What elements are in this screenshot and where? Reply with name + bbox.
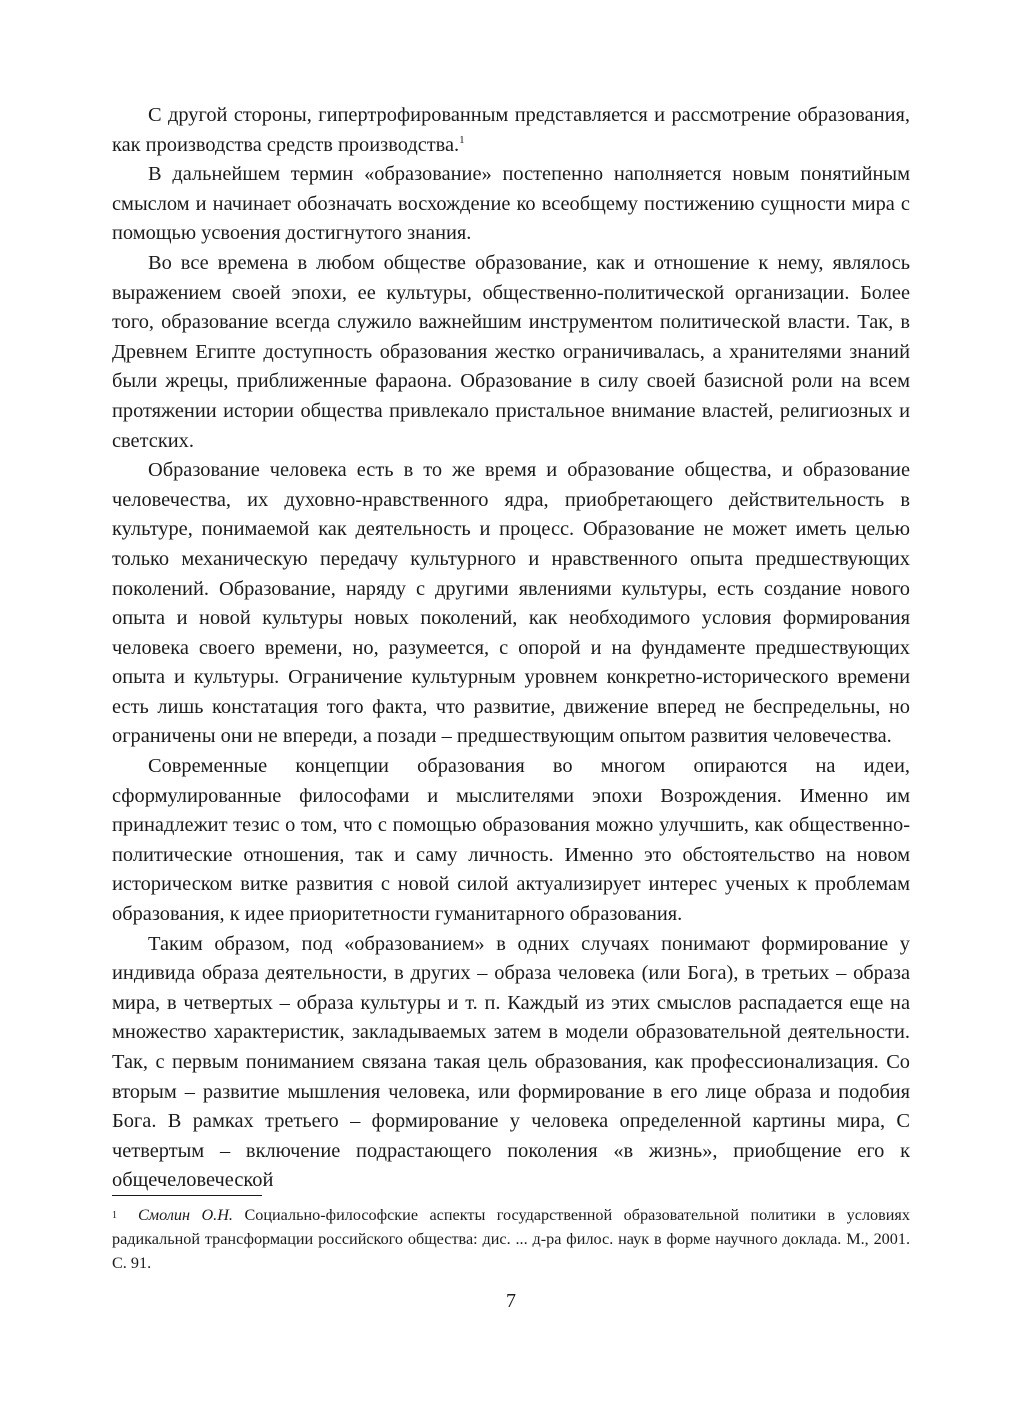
footnote-mark: 1 — [112, 1210, 117, 1221]
footnote — [112, 1203, 910, 1275]
footnote-separator — [112, 1195, 262, 1196]
paragraph-2: В дальнейшем термин «образование» постепенно наполняется новым понятийным смыслом и начинает обозначать восхождение ко всеобщему постижению сущности мира с помощью усвоения достигнутого знания. — [112, 163, 910, 245]
page-number: 7 — [506, 1290, 516, 1312]
paragraph-1-text: С другой стороны, гипертрофированным представляется и рассмотрение образования, как производства средств производства. — [112, 104, 910, 156]
paragraph-6: Таким образом, под «образованием» в одних случаях понимают формирование у индивида образа деятельности, в других – образа человека (или Бога), в третьих – образа мира, в четвертых – образа культуры и т. п. Каждый из этих смыслов распадается еще на множество характеристик, закладываемых затем в модели образовательной деятельности. Так, с первым пониманием связана такая цель образования, как профессионализация. Со вторым – развитие мышления человека, или формирование в его лице образа и подобия Бога. В рамках третьего – формирование у человека определенной картины мира, С четвертым – включение подрастающего поколения «в жизнь», приобщение его к общечеловеческой — [112, 932, 910, 1192]
footnote-author: Смолин О.Н. — [138, 1206, 233, 1224]
paragraph-1 — [112, 101, 910, 160]
page-body — [112, 101, 910, 1196]
paragraph-5: Современные концепции образования во многом опираются на идеи, сформулированные философами и мыслителями эпохи Возрождения. Именно им принадлежит тезис о том, что с помощью образования можно улучшить, как общественно-политические отношения, так и саму личность. Именно это обстоятельство на новом историческом витке развития с новой силой актуализирует интерес ученых к проблемам образования, к идее приоритетности гуманитарного образования. — [112, 755, 910, 926]
footnote-text: Социально-философские аспекты государственной образовательной политики в условиях радикальной трансформации российского общества: дис. ... д-ра филос. наук в форме научного доклада. М., 2001. С. 91. — [112, 1206, 910, 1272]
footnote-reference[interactable]: 1 — [459, 133, 465, 146]
paragraph-3: Во все времена в любом обществе образование, как и отношение к нему, являлось выражением своей эпохи, ее культуры, общественно-политической организации. Более того, образование всегда служило важнейшим инструментом политической власти. Так, в Древнем Египте доступность образования жестко ограничивалась, а хранителями знаний были жрецы, приближенные фараона. Образование в силу своей базисной роли на всем протяжении истории общества привлекало пристальное внимание властей, религиозных и светских. — [112, 251, 910, 452]
main-text — [112, 101, 910, 1196]
paragraph-4: Образование человека есть в то же время и образование общества, и образование человечества, их духовно-нравственного ядра, приобретающего действительность в культуре, понимаемой как деятельность и процесс. Образование не может иметь целью только механическую передачу культурного и нравственного опыта предшествующих поколений. Образование, наряду с другими явлениями культуры, есть создание нового опыта и новой культуры новых поколений, как необходимого условия формирования человека своего времени, но, разумеется, с опорой и на фундаменте предшествующих опыта и культуры. Ограничение культурным уровнем конкретно-исторического времени есть лишь констатация того факта, что развитие, движение вперед не беспредельны, но ограничены они не впереди, а позади – предшествующим опытом развития человечества. — [112, 459, 910, 748]
